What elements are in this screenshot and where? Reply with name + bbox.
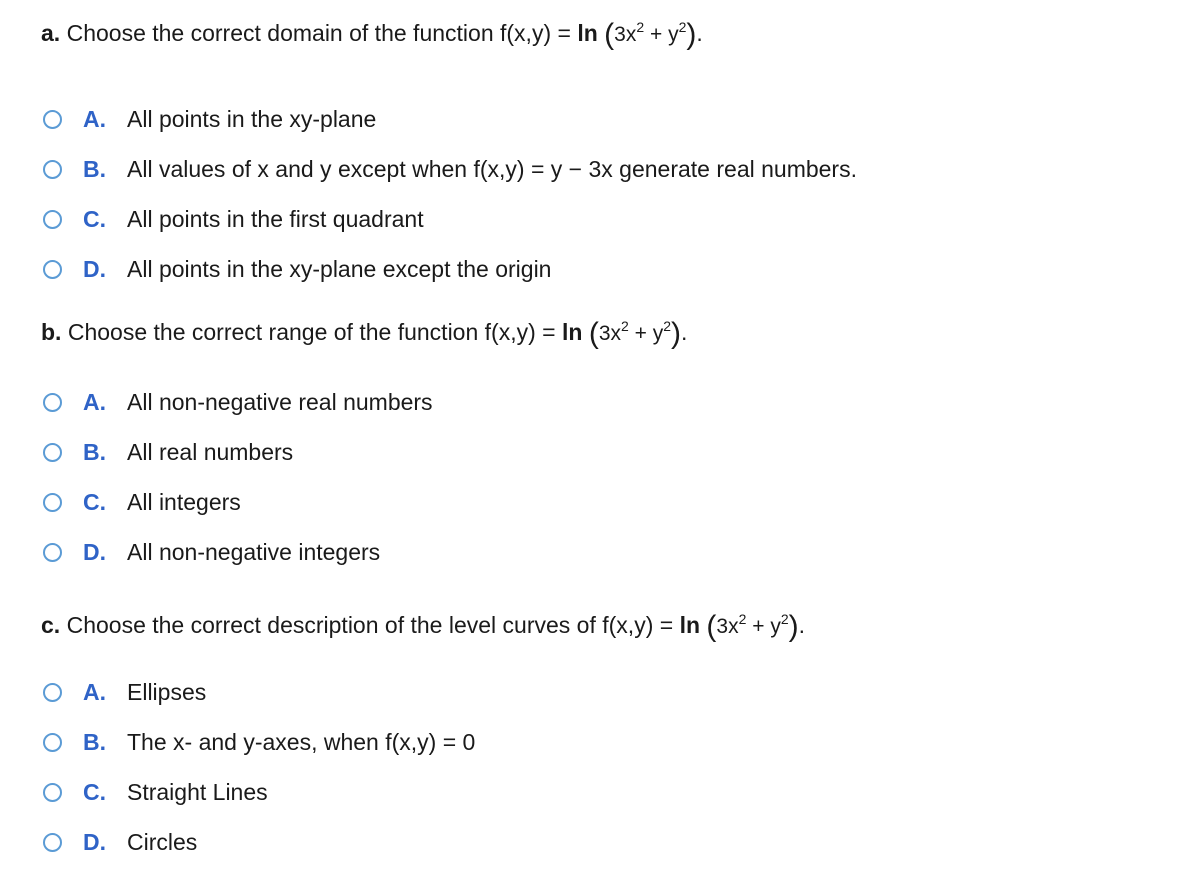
function-lhs: f(x,y) = [602, 612, 674, 638]
option-text: The x- and y-axes, when f(x,y) = 0 [127, 728, 476, 755]
period: . [681, 319, 688, 345]
radio-button[interactable] [43, 733, 62, 752]
option-text: All points in the xy-plane [127, 105, 377, 132]
option-letter: B. [83, 438, 106, 465]
term-y: y [668, 23, 679, 46]
option-letter: B. [83, 155, 106, 182]
radio-button[interactable] [43, 443, 62, 462]
option-c-D[interactable] [41, 817, 475, 867]
question-a-prompt [41, 18, 1161, 51]
question-letter: a. [41, 20, 61, 46]
option-text: Ellipses [127, 678, 207, 705]
option-text: All real numbers [127, 438, 294, 465]
option-c-C[interactable] [41, 767, 475, 817]
radio-button[interactable] [43, 543, 62, 562]
option-letter: A. [83, 388, 106, 415]
term-3x: 3x [716, 615, 739, 638]
close-paren: ) [671, 317, 682, 350]
close-paren: ) [686, 18, 697, 51]
close-paren: ) [788, 610, 799, 643]
exponent: 2 [738, 611, 747, 627]
plus-sign: + [634, 322, 647, 345]
question-a-options [41, 94, 857, 294]
exponent: 2 [780, 611, 789, 627]
option-letter: D. [83, 828, 106, 855]
function-lhs: f(x,y) = [484, 319, 556, 345]
plus-sign: + [649, 23, 663, 46]
expression [598, 318, 672, 345]
option-text: Circles [127, 828, 198, 855]
option-text: All integers [127, 488, 241, 515]
question-c-options [41, 667, 475, 867]
option-letter: A. [83, 678, 106, 705]
exponent: 2 [678, 19, 687, 35]
term-y: y [770, 615, 781, 638]
period: . [798, 612, 806, 638]
ln-label: ln [577, 20, 598, 46]
radio-button[interactable] [43, 260, 62, 279]
option-a-A[interactable] [41, 94, 857, 144]
option-text: All points in the xy-plane except the origin [127, 255, 552, 282]
ln-label: ln [561, 319, 583, 345]
radio-button[interactable] [43, 683, 62, 702]
option-a-D[interactable] [41, 244, 857, 294]
exponent: 2 [621, 318, 629, 334]
term-3x: 3x [598, 322, 621, 345]
option-b-B[interactable] [41, 427, 433, 477]
option-text: All points in the first quadrant [127, 205, 424, 232]
radio-button[interactable] [43, 833, 62, 852]
option-letter: A. [83, 105, 106, 132]
radio-button[interactable] [43, 160, 62, 179]
ln-label: ln [679, 612, 701, 638]
prompt-text: Choose the correct range of the function [67, 319, 479, 345]
question-a [41, 18, 1161, 282]
term-3x: 3x [614, 23, 637, 46]
period: . [696, 20, 703, 46]
option-b-A[interactable] [41, 377, 433, 427]
radio-button[interactable] [43, 110, 62, 129]
expression [614, 19, 687, 46]
question-letter: b. [41, 319, 62, 345]
open-paren: ( [706, 610, 717, 643]
question-letter: c. [41, 612, 61, 638]
plus-sign: + [752, 615, 765, 638]
expression [716, 611, 789, 638]
option-b-D[interactable] [41, 527, 433, 577]
option-letter: B. [83, 728, 106, 755]
option-b-C[interactable] [41, 477, 433, 527]
option-text: All non-negative integers [127, 538, 381, 565]
question-b [41, 317, 1161, 565]
exponent: 2 [636, 19, 645, 35]
option-letter: D. [83, 255, 106, 282]
prompt-text: Choose the correct domain of the function [66, 20, 494, 46]
term-y: y [652, 322, 664, 345]
option-letter: C. [83, 488, 106, 515]
option-a-C[interactable] [41, 194, 857, 244]
question-c-prompt [41, 610, 1161, 643]
open-paren: ( [588, 317, 599, 350]
option-text: All non-negative real numbers [127, 388, 433, 415]
option-text: Straight Lines [127, 778, 268, 805]
question-b-options [41, 377, 433, 577]
option-a-B[interactable] [41, 144, 857, 194]
option-text: All values of x and y except when f(x,y) = y − 3x generate real numbers. [127, 155, 857, 182]
option-letter: D. [83, 538, 106, 565]
question-b-prompt [41, 317, 1161, 350]
radio-button[interactable] [43, 210, 62, 229]
radio-button[interactable] [43, 393, 62, 412]
option-c-B[interactable] [41, 717, 475, 767]
exponent: 2 [663, 318, 672, 334]
option-c-A[interactable] [41, 667, 475, 717]
option-letter: C. [83, 778, 106, 805]
radio-button[interactable] [43, 783, 62, 802]
function-lhs: f(x,y) = [500, 20, 571, 46]
option-letter: C. [83, 205, 106, 232]
prompt-text: Choose the correct description of the level curves of [66, 612, 596, 638]
radio-button[interactable] [43, 493, 62, 512]
open-paren: ( [604, 18, 615, 51]
question-c [41, 610, 1161, 855]
